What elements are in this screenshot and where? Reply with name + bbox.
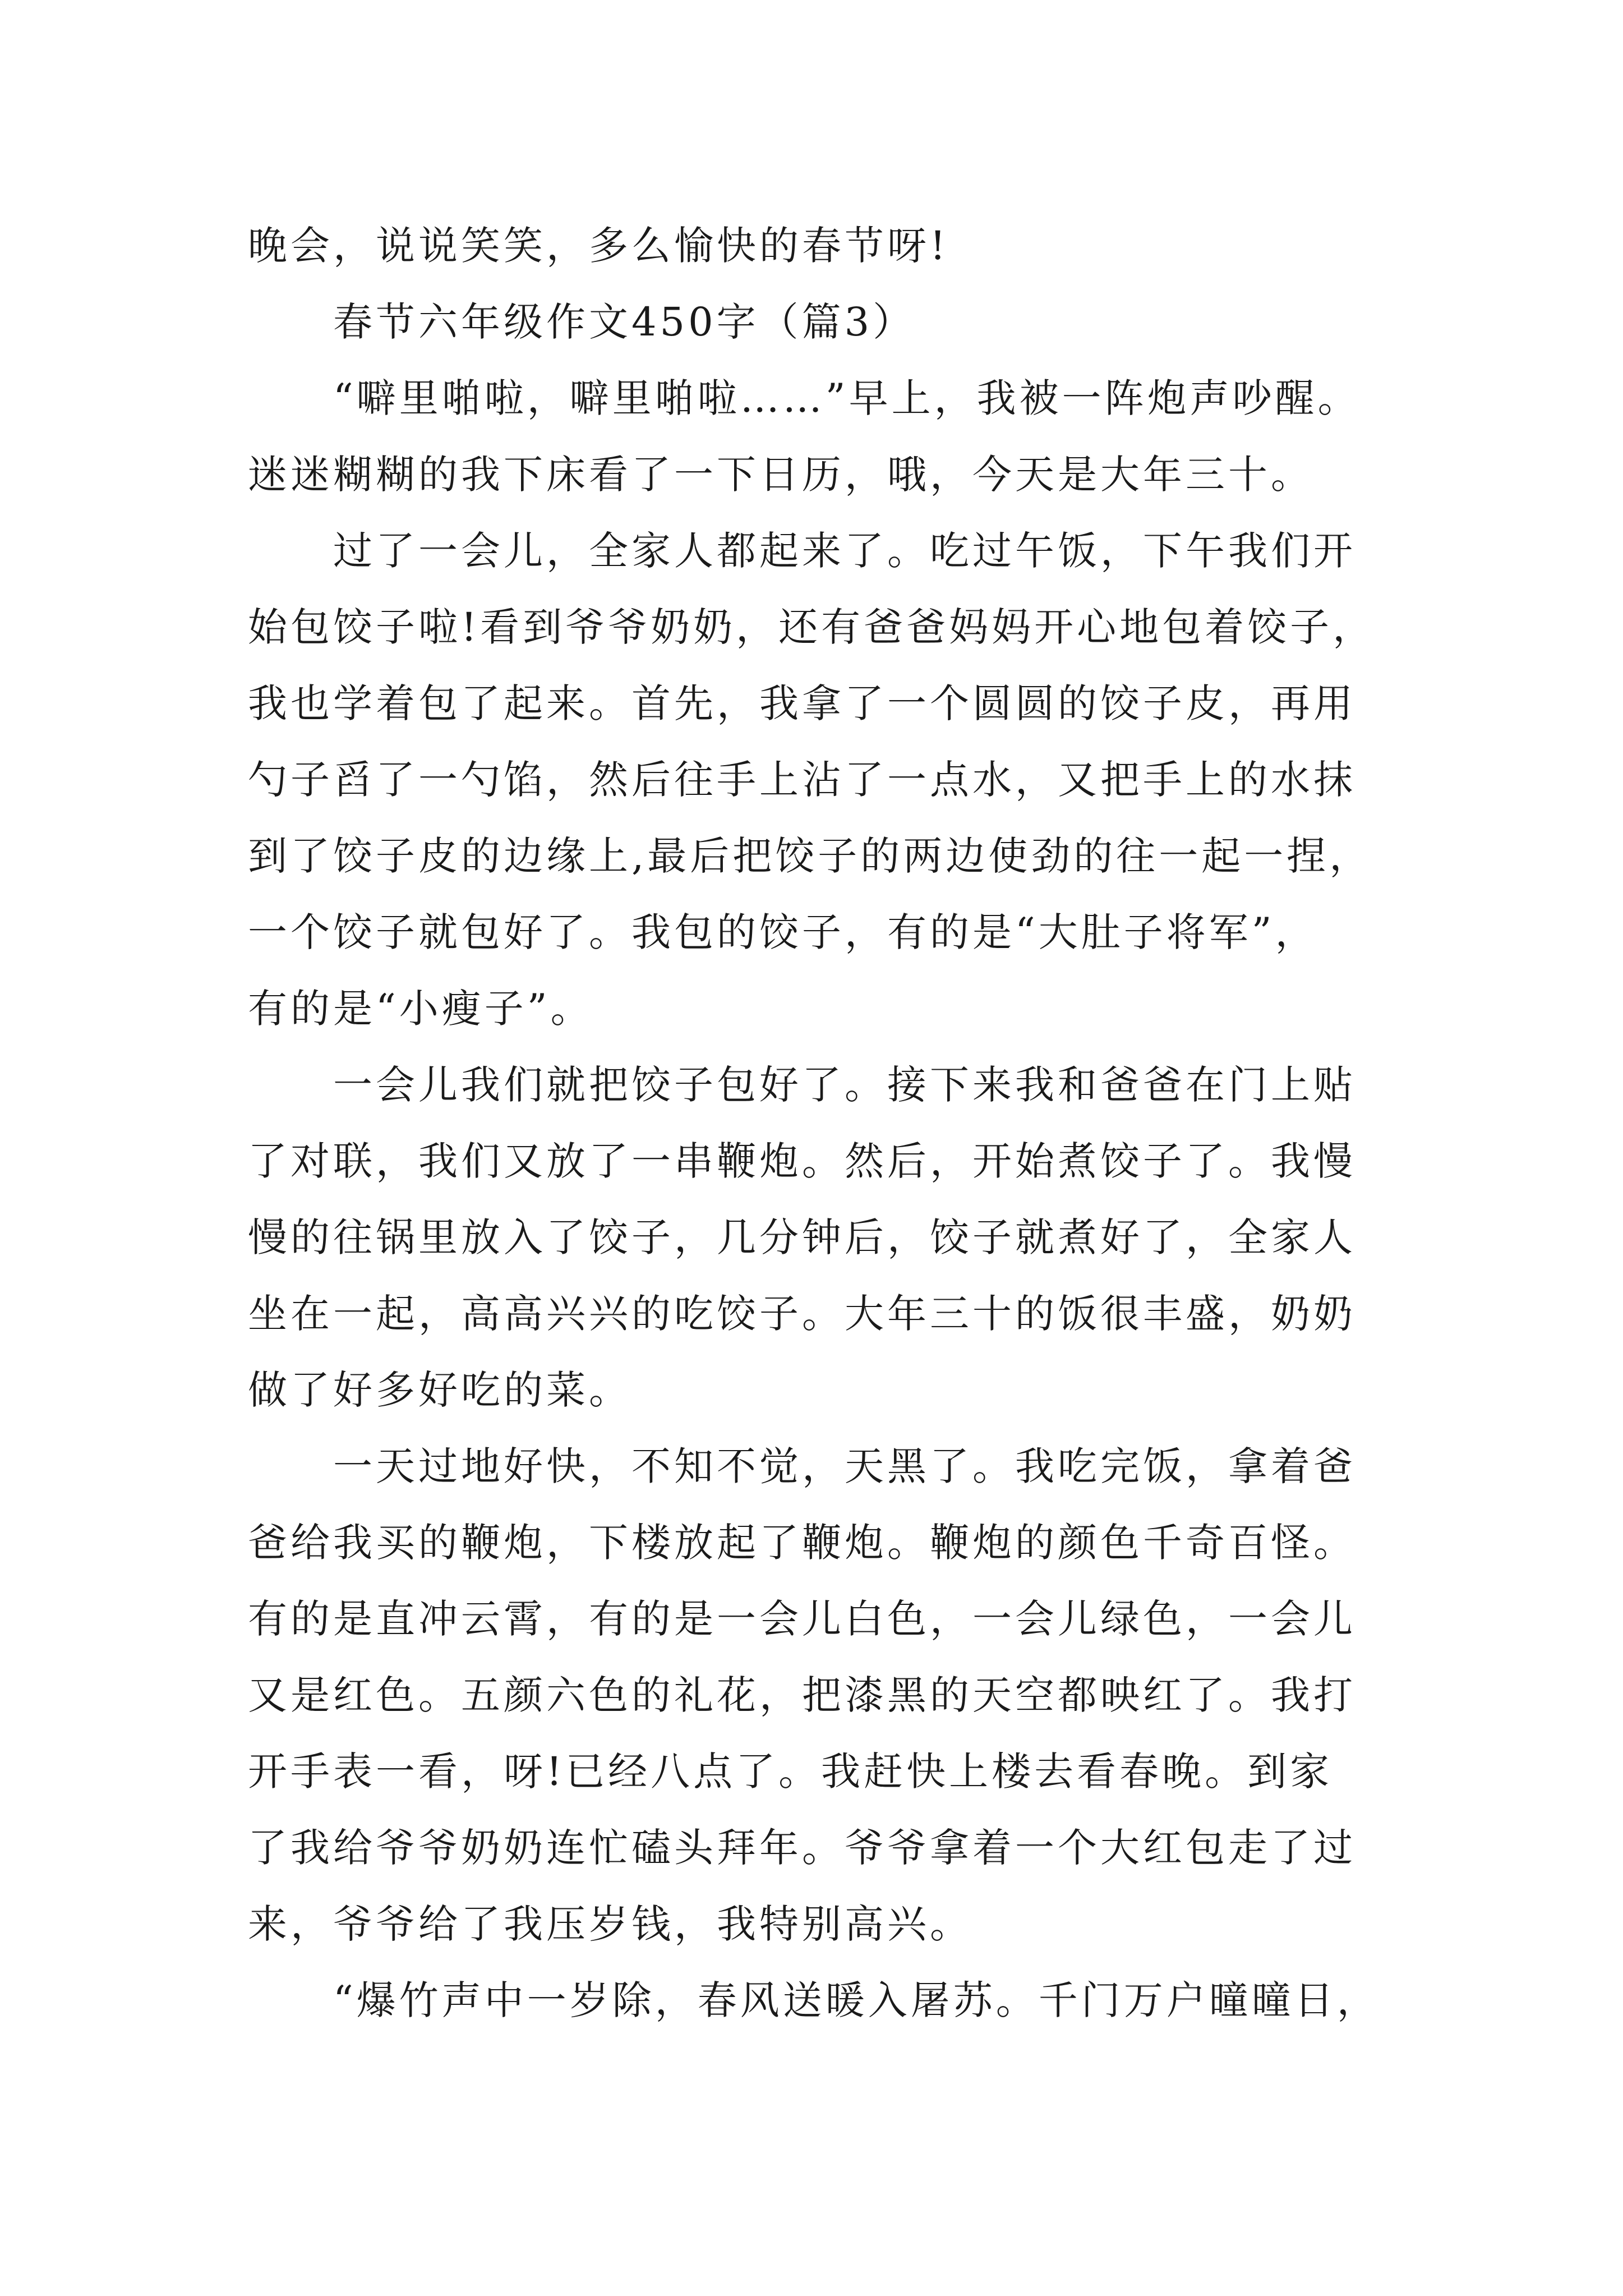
text-line: 始包饺子啦!看到爷爷奶奶，还有爸爸妈妈开心地包着饺子，: [248, 604, 1376, 650]
text-line: 做了好多好吃的菜。: [248, 1367, 631, 1413]
text-line: 了我给爷爷奶奶连忙磕头拜年。爷爷拿着一个大红包走了过: [248, 1825, 1356, 1871]
text-line: 了对联，我们又放了一串鞭炮。然后，开始煮饺子了。我慢: [248, 1138, 1356, 1184]
text-line: 又是红色。五颜六色的礼花，把漆黑的天空都映红了。我打: [248, 1672, 1356, 1718]
text-line: 一天过地好快，不知不觉，天黑了。我吃完饭，拿着爸: [333, 1443, 1356, 1489]
section-heading: 春节六年级作文450字（篇3）: [333, 299, 916, 345]
text-line: 晚会，说说笑笑，多么愉快的春节呀!: [248, 223, 949, 269]
text-line: 爸给我买的鞭炮，下楼放起了鞭炮。鞭炮的颜色千奇百怪。: [248, 1520, 1356, 1566]
text-line: “爆竹声中一岁除，春风送暖入屠苏。千门万户曈曈日，: [333, 1977, 1380, 2023]
text-line: 勺子舀了一勺馅，然后往手上沾了一点水，又把手上的水抹: [248, 757, 1356, 803]
text-line: 有的是“小瘦子”。: [248, 986, 593, 1032]
essay-text: [248, 208, 1381, 2039]
text-line: 坐在一起，高高兴兴的吃饺子。大年三十的饭很丰盛，奶奶: [248, 1291, 1356, 1337]
text-line: 一会儿我们就把饺子包好了。接下来我和爸爸在门上贴: [333, 1062, 1356, 1108]
text-line: 开手表一看，呀!已经八点了。我赶快上楼去看春晚。到家: [248, 1749, 1333, 1795]
text-line: 有的是直冲云霄，有的是一会儿白色，一会儿绿色，一会儿: [248, 1596, 1356, 1642]
text-line: 到了饺子皮的边缘上,最后把饺子的两边使劲的往一起一捏，: [248, 833, 1372, 879]
text-line: 迷迷糊糊的我下床看了一下日历，哦，今天是大年三十。: [248, 452, 1313, 498]
text-line: 我也学着包了起来。首先，我拿了一个圆圆的饺子皮，再用: [248, 680, 1356, 726]
text-line: “噼里啪啦，噼里啪啦……”早上，我被一阵炮声吵醒。: [333, 375, 1361, 421]
text-line: 一个饺子就包好了。我包的饺子，有的是“大肚子将军”，: [248, 909, 1318, 955]
text-line: 慢的往锅里放入了饺子，几分钟后，饺子就煮好了，全家人: [248, 1214, 1356, 1260]
text-line: 来，爷爷给了我压岁钱，我特别高兴。: [248, 1901, 972, 1947]
text-line: 过了一会儿，全家人都起来了。吃过午饭，下午我们开: [333, 528, 1356, 574]
